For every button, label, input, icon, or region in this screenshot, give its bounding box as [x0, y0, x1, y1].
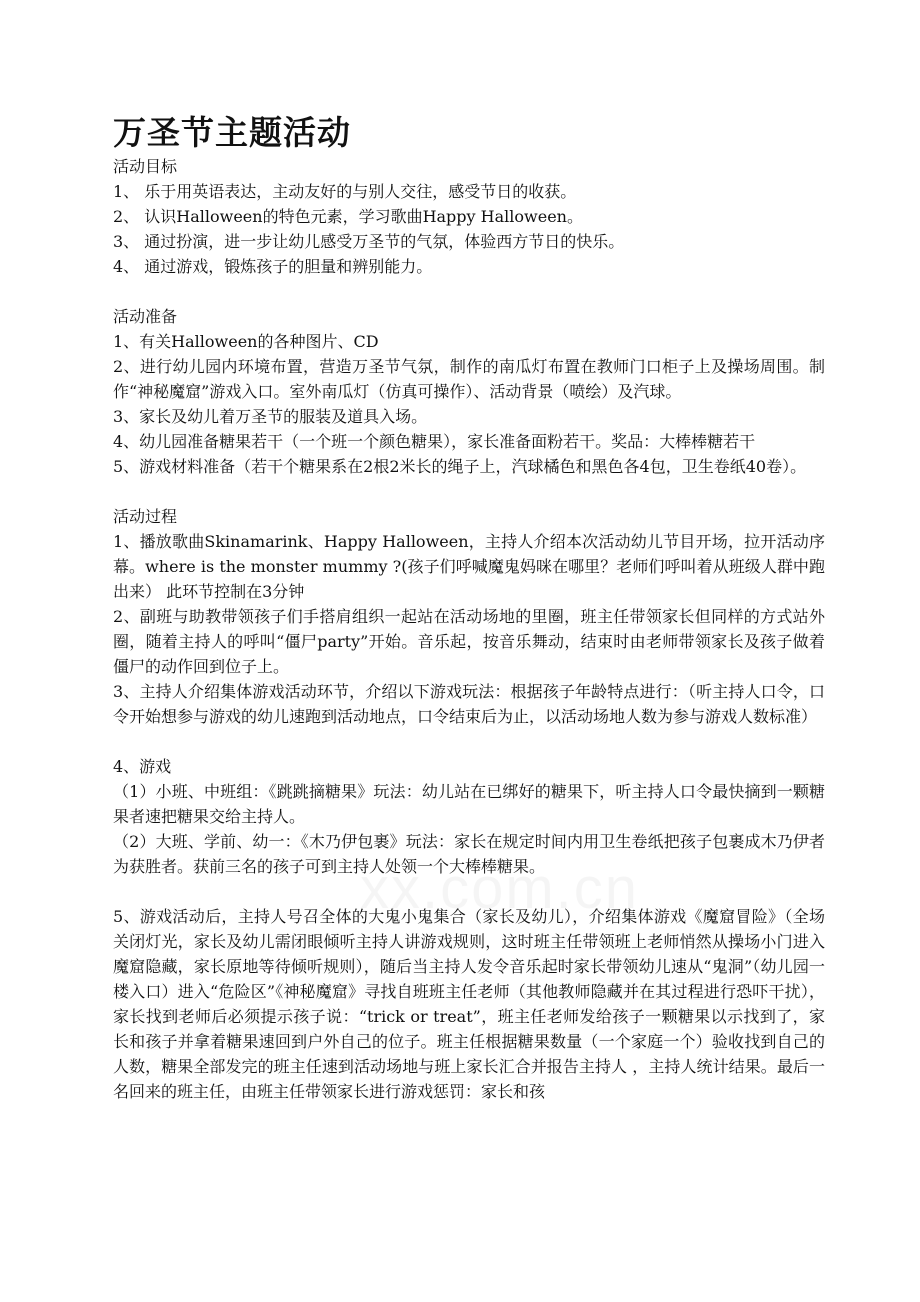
prep-item: 1、有关Halloween的各种图片、CD	[113, 332, 379, 351]
goal-item: 3、 通过扮演，进一步让幼儿感受万圣节的气氛，体验西方节日的快乐。	[113, 232, 625, 251]
goal-item: 4、 通过游戏，锻炼孩子的胆量和辨别能力。	[113, 257, 433, 276]
process-item: 3、主持人介绍集体游戏活动环节，介绍以下游戏玩法：根据孩子年龄特点进行：（听主持人口令，口令开始想参与游戏的幼儿速跑到活动地点，口令结束后为止，以活动场地人数为参与游戏人数标准）	[113, 682, 825, 726]
spacer	[113, 479, 825, 504]
section-heading-goals: 活动目标	[113, 157, 178, 176]
spacer	[113, 279, 825, 304]
document-content	[113, 112, 825, 1104]
prep-item: 2、进行幼儿园内环境布置，营造万圣节气氛，制作的南瓜灯布置在教师门口柜子上及操场周围。制作“神秘魔窟”游戏入口。室外南瓜灯（仿真可操作）、活动背景（喷绘）及汽球。	[113, 357, 825, 401]
goal-item: 1、 乐于用英语表达，主动友好的与别人交往，感受节日的收获。	[113, 182, 577, 201]
goal-item: 2、 认识Halloween的特色元素，学习歌曲Happy Halloween。	[113, 207, 583, 226]
section-heading-prep: 活动准备	[113, 307, 178, 326]
prep-item: 3、家长及幼儿着万圣节的服装及道具入场。	[113, 407, 428, 426]
document-title: 万圣节主题活动	[113, 113, 351, 152]
final-paragraph: 5、游戏活动后，主持人号召全体的大鬼小鬼集合（家长及幼儿），介绍集体游戏《魔窟冒险》（全场关闭灯光，家长及幼儿需闭眼倾听主持人讲游戏规则，这时班主任带领班上老师悄然从操场小门进入魔窟隐藏，家长原地等待倾听规则），随后当主持人发令音乐起时家长带领幼儿速从“鬼洞”（幼儿园一楼入口）进入“危险区”《神秘魔窟》寻找自班班主任老师（其他教师隐藏并在其过程进行恐吓干扰），家长找到老师后必须提示孩子说：“trick or treat”，班主任老师发给孩子一颗糖果以示找到了，家长和孩子并拿着糖果速回到户外自己的位子。班主任根据糖果数量（一个家庭一个）验收找到自己的人数，糖果全部发完的班主任速到活动场地与班上家长汇合并报告主持人 ，主持人统计结果。最后一名回来的班主任，由班主任带领家长进行游戏惩罚：家长和孩	[113, 907, 825, 1101]
spacer	[113, 879, 825, 904]
game-item: （2）大班、学前、幼一：《木乃伊包裹》玩法：家长在规定时间内用卫生卷纸把孩子包裹成木乃伊者为获胜者。获前三名的孩子可到主持人处领一个大棒棒糖果。	[113, 832, 825, 876]
prep-item: 5、游戏材料准备（若干个糖果系在2根2米长的绳子上，汽球橘色和黑色各4包，卫生卷纸40卷）。	[113, 457, 807, 476]
game-item: （1）小班、中班组：《跳跳摘糖果》玩法：幼儿站在已绑好的糖果下，听主持人口令最快摘到一颗糖果者速把糖果交给主持人。	[113, 782, 825, 826]
prep-item: 4、幼儿园准备糖果若干（一个班一个颜色糖果），家长准备面粉若干。奖品：大棒棒糖若干	[113, 432, 756, 451]
spacer	[113, 729, 825, 754]
section-heading-game: 4、游戏	[113, 757, 172, 776]
process-item: 1、播放歌曲Skinamarink、Happy Halloween，主持人介绍本次活动幼儿节目开场，拉开活动序幕。where is the monster mummy ?(孩子们呼喊魔鬼妈咪在哪里？老师们呼叫着从班级人群中跑出来） 此环节控制在3分钟	[113, 532, 825, 601]
section-heading-process: 活动过程	[113, 507, 178, 526]
process-item: 2、副班与助教带领孩子们手搭肩组织一起站在活动场地的里圈，班主任带领家长但同样的方式站外圈，随着主持人的呼叫“僵尸party”开始。音乐起，按音乐舞动，结束时由老师带领家长及孩子做着僵尸的动作回到位子上。	[113, 607, 825, 676]
